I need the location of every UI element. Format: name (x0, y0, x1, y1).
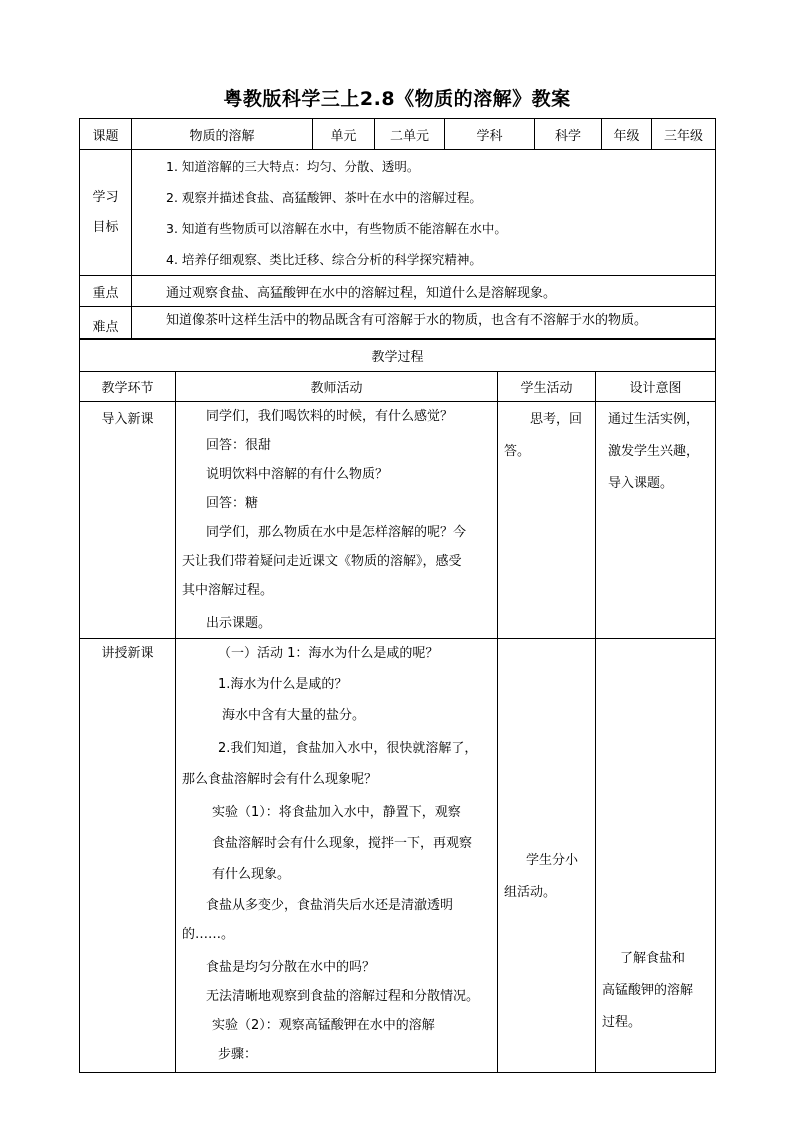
process-title: 教学过程 (80, 340, 716, 372)
stage-intro: 导入新课 (80, 402, 176, 639)
header-key-subject: 学科 (445, 119, 535, 150)
header-intent: 设计意图 (596, 372, 716, 402)
key-point-text: 通过观察食盐、高猛酸钾在水中的溶解过程，知道什么是溶解现象。 (132, 276, 716, 307)
student-intro: 思考，回 答。 (498, 402, 596, 639)
header-key-unit: 单元 (313, 119, 375, 150)
intent-intro: 通过生活实例， 激发学生兴趣， 导入课题。 (596, 402, 716, 639)
header-key-grade: 年级 (602, 119, 652, 150)
header-teacher: 教师活动 (176, 372, 498, 402)
student-new: 学生分小 组活动。 (498, 639, 596, 1073)
header-key-topic: 课题 (80, 119, 132, 150)
key-point-label: 重点 (80, 276, 132, 307)
header-value-subject: 科学 (535, 119, 602, 150)
header-value-topic: 物质的溶解 (132, 119, 313, 150)
document-title: 粤教版科学三上2.8《物质的溶解》教案 (223, 88, 571, 110)
teacher-intro: 同学们，我们喝饮料的时候，有什么感觉？ 回答：很甜 说明饮料中溶解的有什么物质？ 回答：糖 同学们，那么物质在水中是怎样溶解的呢？今 天让我们带着疑问走近课文《物质的溶解》，感受 其中溶解过程。 出示课题。 (176, 402, 498, 639)
goal-item: 4. 培养仔细观察、类比迁移、综合分析的科学探究精神。 (166, 251, 482, 267)
stage-new: 讲授新课 (80, 639, 176, 1073)
header-student: 学生活动 (498, 372, 596, 402)
goal-item: 1. 知道溶解的三大特点：均匀、分散、透明。 (166, 158, 420, 174)
teacher-new: （一）活动 1：海水为什么是咸的呢？ 1.海水为什么是咸的？ 海水中含有大量的盐分。 2.我们知道，食盐加入水中，很快就溶解了， 那么食盐溶解时会有什么现象呢？ 实验（1）：将食盐加入水中，静置下，观察 食盐溶解时会有什么现象，搅拌一下，再观察 有什么现象。 食盐从多变少，食盐消失后水还是清澈透明 的……。 食盐是均匀分散在水中的吗？ 无法清晰地观察到食盐的溶解过程和分散情况。 实验（2）：观察高锰酸钾在水中的溶解 步骤： (176, 639, 498, 1073)
goals-list (132, 150, 716, 276)
intent-new: 了解食盐和 高锰酸钾的溶解 过程。 (596, 639, 716, 1073)
goal-item: 3. 知道有些物质可以溶解在水中，有些物质不能溶解在水中。 (166, 220, 507, 236)
goals-label: 学习 目标 (80, 150, 132, 276)
header-value-grade: 三年级 (652, 119, 716, 150)
goal-item: 2. 观察并描述食盐、高猛酸钾、茶叶在水中的溶解过程。 (166, 189, 482, 205)
difficulty-text: 知道像茶叶这样生活中的物品既含有可溶解于水的物质，也含有不溶解于水的物质。 (132, 307, 716, 339)
difficulty-label: 难点 (80, 307, 132, 339)
header-stage: 教学环节 (80, 372, 176, 402)
teaching-process-table (79, 339, 716, 1073)
lesson-info-table (79, 118, 716, 339)
header-value-unit: 二单元 (375, 119, 445, 150)
